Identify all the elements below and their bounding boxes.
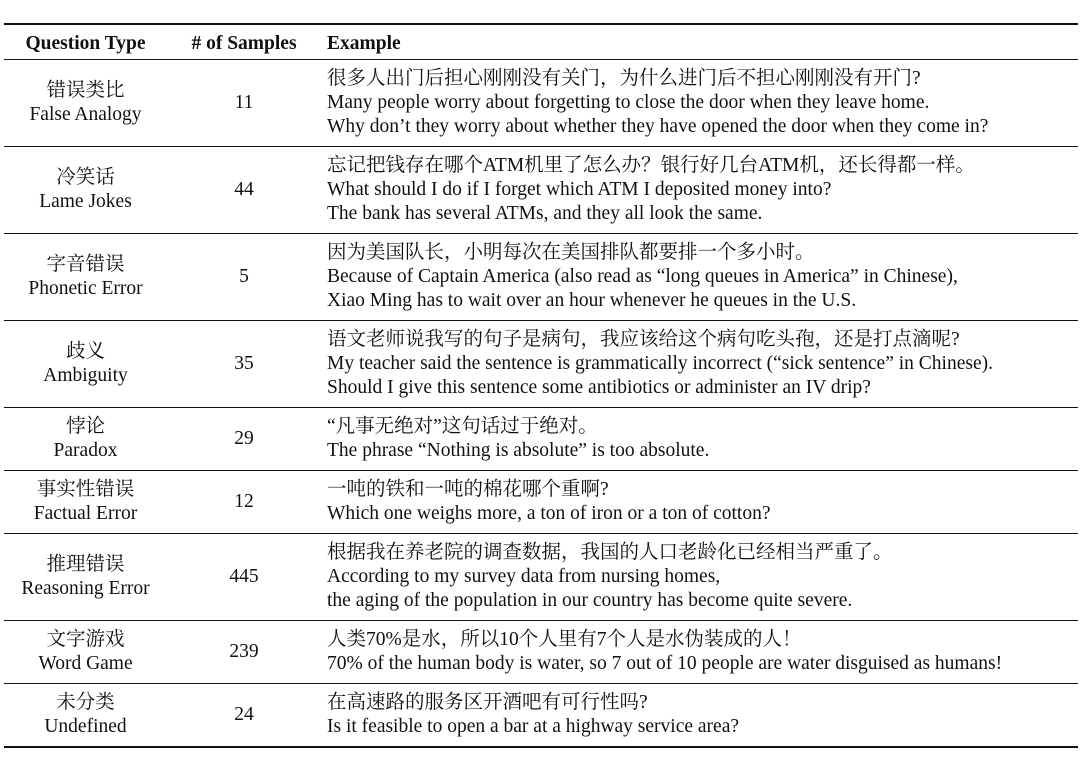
question-type-cell [4, 534, 167, 621]
sample-count: 29 [167, 408, 321, 471]
example-cell [321, 408, 1078, 471]
type-zh: 推理错误 [46, 554, 125, 575]
example-line: 一吨的铁和一吨的棉花哪个重啊? [327, 479, 609, 500]
table-header-row [4, 24, 1078, 60]
type-en: False Analogy [29, 104, 142, 125]
type-zh: 事实性错误 [36, 479, 135, 500]
example-cell [321, 684, 1078, 748]
table-row [4, 321, 1078, 408]
type-zh: 错误类比 [46, 80, 125, 101]
example-line: “凡事无绝对”这句话过于绝对。 [327, 416, 598, 437]
type-zh: 歧义 [65, 341, 105, 362]
header-question-type: Question Type [4, 24, 167, 60]
example-line: Is it feasible to open a bar at a highway service area? [327, 716, 740, 737]
example-cell [321, 147, 1078, 234]
type-en: Reasoning Error [21, 578, 150, 599]
question-type-cell [4, 471, 167, 534]
sample-count: 12 [167, 471, 321, 534]
table-row [4, 60, 1078, 147]
example-line: Xiao Ming has to wait over an hour whenever he queues in the U.S. [327, 290, 857, 311]
example-line: The phrase “Nothing is absolute” is too absolute. [327, 440, 710, 461]
example-line: 在高速路的服务区开酒吧有可行性吗? [327, 692, 648, 713]
question-type-cell [4, 147, 167, 234]
header-example: Example [321, 24, 1078, 60]
example-line: My teacher said the sentence is grammatically incorrect (“sick sentence” in Chinese). [327, 353, 993, 374]
question-type-cell [4, 60, 167, 147]
example-line: Should I give this sentence some antibiotics or administer an IV drip? [327, 377, 871, 398]
example-line: the aging of the population in our country has become quite severe. [327, 590, 853, 611]
question-type-cell [4, 234, 167, 321]
sample-count: 24 [167, 684, 321, 748]
example-cell [321, 321, 1078, 408]
type-zh: 悖论 [65, 416, 105, 437]
sample-count: 44 [167, 147, 321, 234]
sample-count: 445 [167, 534, 321, 621]
table-row [4, 408, 1078, 471]
example-line: Why don’t they worry about whether they have opened the door when they come in? [327, 116, 989, 137]
example-line: 忘记把钱存在哪个ATM机里了怎么办？银行好几台ATM机，还长得都一样。 [327, 155, 975, 176]
sample-count: 5 [167, 234, 321, 321]
example-line: 人类70%是水，所以10个人里有7个人是水伪装成的人！ [327, 629, 802, 650]
type-zh: 未分类 [56, 692, 115, 713]
type-en: Paradox [53, 440, 118, 461]
header-sample-count: # of Samples [167, 24, 321, 60]
example-cell [321, 234, 1078, 321]
example-line: The bank has several ATMs, and they all look the same. [327, 203, 763, 224]
sample-count: 239 [167, 621, 321, 684]
table-row [4, 684, 1078, 748]
question-type-cell [4, 321, 167, 408]
example-line: 很多人出门后担心刚刚没有关门，为什么进门后不担心刚刚没有开门? [327, 68, 921, 89]
example-line: 语文老师说我写的句子是病句，我应该给这个病句吃头孢，还是打点滴呢? [327, 329, 960, 350]
example-cell [321, 621, 1078, 684]
question-type-cell [4, 684, 167, 748]
example-line: Many people worry about forgetting to close the door when they leave home. [327, 92, 930, 113]
table-row [4, 471, 1078, 534]
question-type-cell [4, 621, 167, 684]
example-cell [321, 471, 1078, 534]
example-cell [321, 534, 1078, 621]
type-zh: 字音错误 [46, 254, 125, 275]
type-en: Factual Error [33, 503, 138, 524]
type-en: Word Game [38, 653, 133, 674]
type-en: Lame Jokes [39, 191, 132, 212]
example-line: Because of Captain America (also read as “long queues in America” in Chinese), [327, 266, 958, 287]
table-row [4, 147, 1078, 234]
example-line: 根据我在养老院的调查数据，我国的人口老龄化已经相当严重了。 [327, 542, 893, 563]
question-type-cell [4, 408, 167, 471]
sample-count: 35 [167, 321, 321, 408]
example-line: What should I do if I forget which ATM I deposited money into? [327, 179, 832, 200]
sample-count: 11 [167, 60, 321, 147]
question-type-table [4, 23, 1078, 748]
example-line: Which one weighs more, a ton of iron or a ton of cotton? [327, 503, 771, 524]
table-row [4, 534, 1078, 621]
example-line: According to my survey data from nursing homes, [327, 566, 721, 587]
table-row [4, 234, 1078, 321]
example-line: 因为美国队长，小明每次在美国排队都要排一个多小时。 [327, 242, 815, 263]
type-zh: 冷笑话 [56, 167, 115, 188]
type-en: Ambiguity [43, 365, 128, 386]
type-en: Undefined [44, 716, 127, 737]
type-en: Phonetic Error [28, 278, 143, 299]
example-cell [321, 60, 1078, 147]
table-row [4, 621, 1078, 684]
example-line: 70% of the human body is water, so 7 out of 10 people are water disguised as humans! [327, 653, 1003, 674]
type-zh: 文字游戏 [46, 629, 125, 650]
